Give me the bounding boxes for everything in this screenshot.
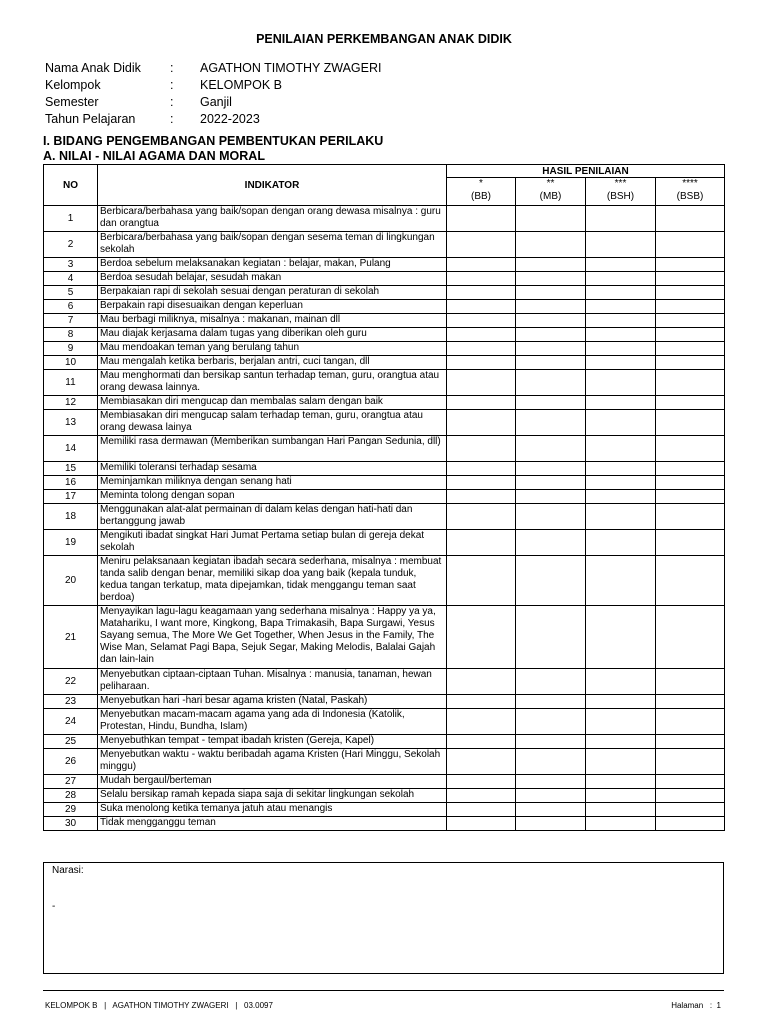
row-indicator: Menyebutkan waktu - waktu beribadah agama Kristen (Hari Minggu, Sekolah minggu) <box>98 749 447 775</box>
row-indicator: Mengikuti ibadat singkat Hari Jumat Pertama setiap bulan di gereja dekat sekolah <box>98 530 447 556</box>
grade-cell[interactable] <box>586 206 656 232</box>
row-number: 21 <box>44 606 98 669</box>
info-separator: : <box>170 61 174 75</box>
grade-cell[interactable] <box>516 286 586 300</box>
table-row <box>44 328 725 342</box>
grade-cell[interactable] <box>447 342 516 356</box>
info-separator: : <box>170 112 174 126</box>
grade-cell[interactable] <box>516 530 586 556</box>
grade-cell[interactable] <box>656 735 725 749</box>
row-indicator: Membiasakan diri mengucap dan membalas salam dengan baik <box>98 396 447 410</box>
row-number: 12 <box>44 396 98 410</box>
grade-cell[interactable] <box>656 232 725 258</box>
row-indicator: Mau menghormati dan bersikap santun terhadap teman, guru, orangtua atau orang dewasa lainnya. <box>98 370 447 396</box>
grade-code: (BSH) <box>586 189 656 206</box>
page-number: Halaman : 1 <box>671 1001 721 1010</box>
row-number: 16 <box>44 476 98 490</box>
grade-cell[interactable] <box>447 396 516 410</box>
grade-code: (BB) <box>447 189 516 206</box>
grade-cell[interactable] <box>656 789 725 803</box>
grade-cell[interactable] <box>516 410 586 436</box>
grade-cell[interactable] <box>447 504 516 530</box>
footer-info: KELOMPOK B | AGATHON TIMOTHY ZWAGERI | 03.0097 <box>45 1001 273 1010</box>
row-indicator: Menggunakan alat-alat permainan di dalam kelas dengan hati-hati dan bertanggung jawab <box>98 504 447 530</box>
info-row-year <box>45 111 382 128</box>
grade-cell[interactable] <box>447 272 516 286</box>
grade-cell[interactable] <box>586 300 656 314</box>
grade-cell[interactable] <box>656 258 725 272</box>
grade-cell[interactable] <box>516 695 586 709</box>
grade-cell[interactable] <box>586 556 656 606</box>
row-indicator: Meniru pelaksanaan kegiatan ibadah secara sederhana, misalnya : membuat tanda salib dengan benar, memiliki sikap doa yang baik (kepala tunduk, kedua tangan terkatup, mata dipejamkan, tidak menggangu teman saat berdoa) <box>98 556 447 606</box>
grade-cell[interactable] <box>656 669 725 695</box>
grade-cell[interactable] <box>656 436 725 462</box>
row-number: 22 <box>44 669 98 695</box>
grade-cell[interactable] <box>586 709 656 735</box>
table-row <box>44 342 725 356</box>
row-number: 11 <box>44 370 98 396</box>
grade-cell[interactable] <box>447 735 516 749</box>
grade-cell[interactable] <box>516 342 586 356</box>
table-row <box>44 206 725 232</box>
row-number: 13 <box>44 410 98 436</box>
table-row <box>44 669 725 695</box>
row-number: 18 <box>44 504 98 530</box>
table-row <box>44 300 725 314</box>
row-number: 8 <box>44 328 98 342</box>
grade-cell[interactable] <box>656 709 725 735</box>
grade-cell[interactable] <box>516 476 586 490</box>
page-title: PENILAIAN PERKEMBANGAN ANAK DIDIK <box>256 32 512 46</box>
grade-cell[interactable] <box>586 749 656 775</box>
row-indicator: Tidak mengganggu teman <box>98 817 447 831</box>
row-number: 20 <box>44 556 98 606</box>
row-indicator: Selalu bersikap ramah kepada siapa saja di sekitar lingkungan sekolah <box>98 789 447 803</box>
grade-cell[interactable] <box>586 314 656 328</box>
grade-cell[interactable] <box>516 749 586 775</box>
grade-cell[interactable] <box>516 709 586 735</box>
table-row <box>44 817 725 831</box>
grade-cell[interactable] <box>447 556 516 606</box>
info-value: Ganjil <box>200 95 232 109</box>
table-row <box>44 286 725 300</box>
grade-cell[interactable] <box>656 749 725 775</box>
row-number: 19 <box>44 530 98 556</box>
grade-cell[interactable] <box>586 490 656 504</box>
row-number: 30 <box>44 817 98 831</box>
info-value: AGATHON TIMOTHY ZWAGERI <box>200 61 382 75</box>
grade-cell[interactable] <box>586 775 656 789</box>
grade-cell[interactable] <box>586 695 656 709</box>
grade-cell[interactable] <box>447 749 516 775</box>
table-body <box>44 206 725 831</box>
info-label: Tahun Pelajaran <box>45 112 136 126</box>
grade-cell[interactable] <box>586 669 656 695</box>
grade-cell[interactable] <box>656 356 725 370</box>
grade-cell[interactable] <box>656 300 725 314</box>
table-row <box>44 735 725 749</box>
row-number: 24 <box>44 709 98 735</box>
row-indicator: Meminta tolong dengan sopan <box>98 490 447 504</box>
info-value: 2022-2023 <box>200 112 260 126</box>
info-value: KELOMPOK B <box>200 78 282 92</box>
row-indicator: Mau mendoakan teman yang berulang tahun <box>98 342 447 356</box>
row-indicator: Mudah bergaul/berteman <box>98 775 447 789</box>
grade-cell[interactable] <box>447 606 516 669</box>
grade-cell[interactable] <box>586 410 656 436</box>
row-number: 5 <box>44 286 98 300</box>
grade-cell[interactable] <box>586 789 656 803</box>
grade-cell[interactable] <box>516 669 586 695</box>
grade-cell[interactable] <box>516 300 586 314</box>
grade-cell[interactable] <box>586 286 656 300</box>
info-row-name <box>45 60 382 77</box>
info-row-semester <box>45 94 382 111</box>
row-number: 26 <box>44 749 98 775</box>
subsection-heading: A. NILAI - NILAI AGAMA DAN MORAL <box>43 149 265 163</box>
row-indicator: Berbicara/berbahasa yang baik/sopan dengan orang dewasa misalnya : guru dan orangtua <box>98 206 447 232</box>
info-label: Nama Anak Didik <box>45 61 141 75</box>
row-number: 23 <box>44 695 98 709</box>
grade-cell[interactable] <box>447 286 516 300</box>
table-row <box>44 803 725 817</box>
grade-cell[interactable] <box>586 232 656 258</box>
row-indicator: Berpakaian rapi di sekolah sesuai dengan peraturan di sekolah <box>98 286 447 300</box>
row-number: 4 <box>44 272 98 286</box>
grade-cell[interactable] <box>656 695 725 709</box>
row-indicator: Menyebutkan ciptaan-ciptaan Tuhan. Misalnya : manusia, tanaman, hewan peliharaan. <box>98 669 447 695</box>
row-indicator: Berdoa sesudah belajar, sesudah makan <box>98 272 447 286</box>
grade-cell[interactable] <box>656 272 725 286</box>
table-row <box>44 476 725 490</box>
row-indicator: Mau berbagi miliknya, misalnya : makanan, mainan dll <box>98 314 447 328</box>
grade-cell[interactable] <box>516 490 586 504</box>
grade-cell[interactable] <box>516 789 586 803</box>
footer-divider <box>43 990 724 991</box>
grade-cell[interactable] <box>656 775 725 789</box>
row-number: 1 <box>44 206 98 232</box>
row-indicator: Meminjamkan miliknya dengan senang hati <box>98 476 447 490</box>
grade-cell[interactable] <box>447 803 516 817</box>
grade-cell[interactable] <box>447 709 516 735</box>
table-row <box>44 789 725 803</box>
grade-cell[interactable] <box>586 356 656 370</box>
grade-cell[interactable] <box>656 504 725 530</box>
row-number: 14 <box>44 436 98 462</box>
row-number: 27 <box>44 775 98 789</box>
grade-cell[interactable] <box>516 775 586 789</box>
row-number: 6 <box>44 300 98 314</box>
row-number: 7 <box>44 314 98 328</box>
grade-cell[interactable] <box>656 476 725 490</box>
table-row <box>44 436 725 462</box>
grade-cell[interactable] <box>516 232 586 258</box>
row-indicator: Suka menolong ketika temanya jatuh atau menangis <box>98 803 447 817</box>
grade-cell[interactable] <box>447 356 516 370</box>
grade-cell[interactable] <box>656 410 725 436</box>
grade-stars: ** <box>516 178 586 189</box>
header-indikator: INDIKATOR <box>98 165 447 206</box>
grade-cell[interactable] <box>656 817 725 831</box>
grade-cell[interactable] <box>656 328 725 342</box>
grade-cell[interactable] <box>447 817 516 831</box>
grade-stars: *** <box>586 178 656 189</box>
narasi-label: Narasi: <box>52 865 84 876</box>
table-row <box>44 314 725 328</box>
grade-cell[interactable] <box>516 504 586 530</box>
row-number: 3 <box>44 258 98 272</box>
header-no: NO <box>44 165 98 206</box>
row-indicator: Memiliki toleransi terhadap sesama <box>98 462 447 476</box>
row-indicator: Berbicara/berbahasa yang baik/sopan dengan sesema teman di lingkungan sekolah <box>98 232 447 258</box>
table-row <box>44 504 725 530</box>
grade-cell[interactable] <box>516 396 586 410</box>
grade-cell[interactable] <box>586 342 656 356</box>
grade-cell[interactable] <box>586 530 656 556</box>
row-indicator: Menyebuthkan tempat - tempat ibadah kristen (Gereja, Kapel) <box>98 735 447 749</box>
row-number: 2 <box>44 232 98 258</box>
grade-cell[interactable] <box>447 695 516 709</box>
row-number: 29 <box>44 803 98 817</box>
grade-stars: **** <box>656 178 725 189</box>
table-row <box>44 709 725 735</box>
info-separator: : <box>170 78 174 92</box>
grade-cell[interactable] <box>447 530 516 556</box>
table-row <box>44 530 725 556</box>
grade-cell[interactable] <box>447 476 516 490</box>
grade-cell[interactable] <box>656 370 725 396</box>
grade-cell[interactable] <box>516 328 586 342</box>
row-indicator: Membiasakan diri mengucap salam terhadap teman, guru, orangtua atau orang dewasa lainya <box>98 410 447 436</box>
grade-cell[interactable] <box>447 314 516 328</box>
table-row <box>44 749 725 775</box>
grade-cell[interactable] <box>516 258 586 272</box>
grade-cell[interactable] <box>447 370 516 396</box>
grade-cell[interactable] <box>516 556 586 606</box>
grade-cell[interactable] <box>656 314 725 328</box>
grade-code: (MB) <box>516 189 586 206</box>
table-row <box>44 410 725 436</box>
grade-cell[interactable] <box>516 314 586 328</box>
table-row <box>44 232 725 258</box>
grade-cell[interactable] <box>656 396 725 410</box>
row-indicator: Menyebutkan macam-macam agama yang ada di Indonesia (Katolik, Protestan, Hindu, Bundha, Islam) <box>98 709 447 735</box>
grade-cell[interactable] <box>656 490 725 504</box>
row-indicator: Mau mengalah ketika berbaris, berjalan antri, cuci tangan, dll <box>98 356 447 370</box>
table-row <box>44 695 725 709</box>
grade-cell[interactable] <box>516 817 586 831</box>
grade-cell[interactable] <box>447 410 516 436</box>
row-number: 9 <box>44 342 98 356</box>
grade-cell[interactable] <box>447 669 516 695</box>
grade-cell[interactable] <box>516 436 586 462</box>
grade-cell[interactable] <box>516 356 586 370</box>
table-row <box>44 556 725 606</box>
table-row <box>44 396 725 410</box>
section-heading: I. BIDANG PENGEMBANGAN PEMBENTUKAN PERILAKU <box>43 134 384 148</box>
row-number: 10 <box>44 356 98 370</box>
grade-cell[interactable] <box>586 803 656 817</box>
grade-cell[interactable] <box>586 476 656 490</box>
grade-code: (BSB) <box>656 189 725 206</box>
row-number: 15 <box>44 462 98 476</box>
table-row <box>44 606 725 669</box>
row-number: 17 <box>44 490 98 504</box>
grade-cell[interactable] <box>447 775 516 789</box>
student-info <box>45 60 382 128</box>
row-indicator: Berdoa sebelum melaksanakan kegiatan : belajar, makan, Pulang <box>98 258 447 272</box>
grade-cell[interactable] <box>656 606 725 669</box>
table-row <box>44 462 725 476</box>
grade-cell[interactable] <box>656 286 725 300</box>
grade-cell[interactable] <box>656 206 725 232</box>
grade-cell[interactable] <box>516 803 586 817</box>
grade-cell[interactable] <box>656 462 725 476</box>
grade-cell[interactable] <box>447 436 516 462</box>
info-row-group <box>45 77 382 94</box>
grade-cell[interactable] <box>516 606 586 669</box>
row-indicator: Menyebutkan hari -hari besar agama kristen (Natal, Paskah) <box>98 695 447 709</box>
grade-cell[interactable] <box>516 272 586 286</box>
grade-cell[interactable] <box>656 342 725 356</box>
grade-stars: * <box>447 178 516 189</box>
table-row <box>44 356 725 370</box>
grade-cell[interactable] <box>586 436 656 462</box>
grade-cell[interactable] <box>586 272 656 286</box>
grade-cell[interactable] <box>516 370 586 396</box>
grade-cell[interactable] <box>586 370 656 396</box>
grade-cell[interactable] <box>447 490 516 504</box>
grade-cell[interactable] <box>516 735 586 749</box>
info-label: Kelompok <box>45 78 101 92</box>
assessment-table <box>43 164 725 831</box>
grade-cell[interactable] <box>586 258 656 272</box>
row-indicator: Berpakain rapi disesuaikan dengan keperluan <box>98 300 447 314</box>
grade-cell[interactable] <box>656 530 725 556</box>
grade-cell[interactable] <box>656 556 725 606</box>
grade-cell[interactable] <box>447 206 516 232</box>
grade-cell[interactable] <box>447 789 516 803</box>
info-separator: : <box>170 95 174 109</box>
table-row <box>44 370 725 396</box>
narasi-box <box>43 862 724 974</box>
grade-cell[interactable] <box>447 328 516 342</box>
table-row <box>44 490 725 504</box>
grade-cell[interactable] <box>516 206 586 232</box>
grade-cell[interactable] <box>586 396 656 410</box>
grade-cell[interactable] <box>447 258 516 272</box>
table-row <box>44 272 725 286</box>
grade-cell[interactable] <box>586 735 656 749</box>
row-number: 28 <box>44 789 98 803</box>
grade-cell[interactable] <box>586 817 656 831</box>
row-indicator: Menyayikan lagu-lagu keagamaan yang sederhana misalnya : Happy ya ya, Matahariku, I want more, Kingkong, Bapa Trimakasih, Bapa Surgawi, Yesus Sayang semua, The More We Get Together, When Jesus in the Family, The Wise Man, Selamat Pagi Bapa, Sejuk Segar, Making Melodis, Balalai Gajah dan lain-lain <box>98 606 447 669</box>
grade-cell[interactable] <box>447 462 516 476</box>
header-hasil-penilaian: HASIL PENILAIAN <box>447 165 725 178</box>
row-indicator: Memiliki rasa dermawan (Memberikan sumbangan Hari Pangan Sedunia, dll) <box>98 436 447 462</box>
grade-cell[interactable] <box>447 232 516 258</box>
grade-cell[interactable] <box>656 803 725 817</box>
info-label: Semester <box>45 95 99 109</box>
grade-cell[interactable] <box>586 504 656 530</box>
row-indicator: Mau diajak kerjasama dalam tugas yang diberikan oleh guru <box>98 328 447 342</box>
grade-cell[interactable] <box>586 606 656 669</box>
table-row <box>44 258 725 272</box>
grade-cell[interactable] <box>516 462 586 476</box>
table-row <box>44 775 725 789</box>
grade-cell[interactable] <box>586 328 656 342</box>
row-number: 25 <box>44 735 98 749</box>
narasi-text: - <box>52 901 56 912</box>
grade-cell[interactable] <box>447 300 516 314</box>
grade-cell[interactable] <box>586 462 656 476</box>
